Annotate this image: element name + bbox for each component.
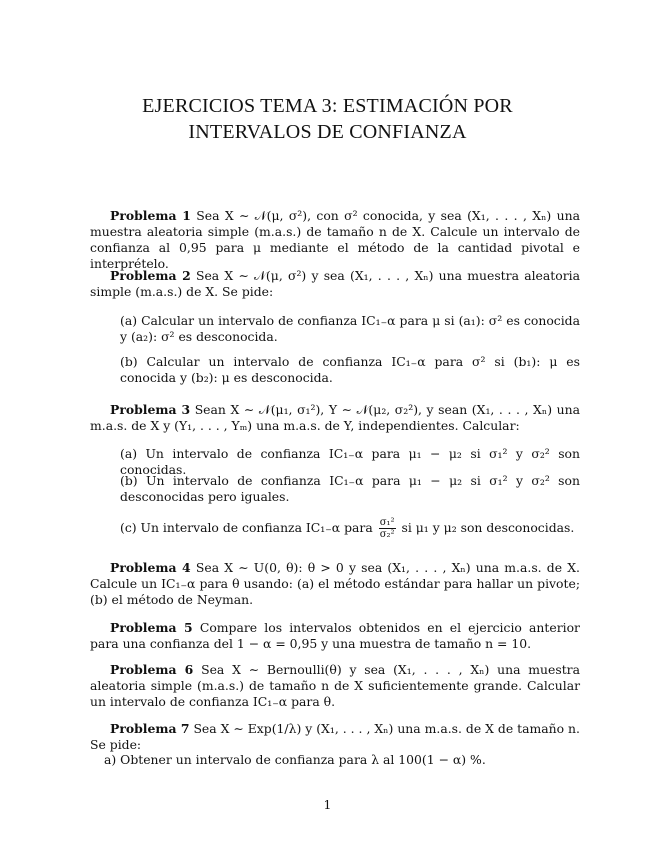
- problem-3-item-a: (a) Un intervalo de confianza IC₁₋α para μ₁ − μ₂ si σ₁² y σ₂² son conocidas.: [120, 446, 580, 477]
- problem-1-label: Problema 1: [110, 208, 191, 223]
- problem-3-item-c: [120, 511, 580, 545]
- problem-6: [90, 662, 580, 710]
- document-title: [0, 93, 655, 145]
- problem-2: [90, 268, 580, 300]
- variance-ratio-fraction: [379, 517, 396, 540]
- title-line-2: INTERVALOS DE CONFIANZA: [188, 121, 467, 143]
- problem-3-text: Sean X ∼ 𝒩(μ₁, σ₁²), Y ∼ 𝒩(μ₂, σ₂²), y sean (X₁, . . . , Xₙ) una m.a.s. de X y (Y₁, . . . , Yₘ) una m.a.s. de Y, independientes. Calcular:: [90, 402, 580, 433]
- problem-5-text: Compare los intervalos obtenidos en el ejercicio anterior para una confianza del 1 − α = 0,95 y una muestra de tamaño n = 10.: [90, 620, 580, 651]
- problem-7: [90, 721, 580, 753]
- problem-4: [90, 560, 580, 608]
- problem-7-label: Problema 7: [110, 721, 190, 736]
- title-line-1: EJERCICIOS TEMA 3: ESTIMACIÓN POR: [142, 95, 513, 117]
- problem-6-text: Sea X ∼ Bernoulli(θ) y sea (X₁, . . . , Xₙ) una muestra aleatoria simple (m.a.s.) de tamaño n de X suficientemente grande. Calcular un intervalo de confianza IC₁₋α para θ.: [90, 662, 580, 709]
- problem-3-item-b: (b) Un intervalo de confianza IC₁₋α para μ₁ − μ₂ si σ₁² y σ₂² son desconocidas pero iguales.: [120, 473, 580, 504]
- page-number: 1: [323, 797, 332, 812]
- problem-1-text: Sea X ∼ 𝒩(μ, σ²), con σ² conocida, y sea (X₁, . . . , Xₙ) una muestra aleatoria simple (m.a.s.) de tamaño n de X. Calcule un intervalo de confianza al 0,95 para μ mediante el método de la cantidad pivotal e interprételo.: [90, 208, 580, 271]
- problem-5-label: Problema 5: [110, 620, 193, 635]
- problem-2-label: Problema 2: [110, 268, 191, 283]
- problem-3: [90, 402, 580, 434]
- problem-3-item-c-post: si μ₁ y μ₂ son desconocidas.: [401, 520, 575, 535]
- problem-4-text: Sea X ∼ U(0, θ): θ > 0 y sea (X₁, . . . , Xₙ) una m.a.s. de X. Calcule un IC₁₋α para θ usando: (a) el método estándar para hallar un pivote; (b) el método de Neyman.: [90, 560, 580, 607]
- problem-1: [90, 208, 580, 272]
- problem-2-item-a: (a) Calcular un intervalo de confianza IC₁₋α para μ si (a₁): σ² es conocida y (a₂): σ² es desconocida.: [120, 313, 580, 344]
- fraction-numerator: σ₁²: [379, 517, 395, 528]
- problem-6-label: Problema 6: [110, 662, 194, 677]
- problem-3-item-c-pre: (c) Un intervalo de confianza IC₁₋α para: [120, 520, 373, 535]
- problem-7-text: Sea X ∼ Exp(1/λ) y (X₁, . . . , Xₙ) una m.a.s. de X de tamaño n. Se pide:: [90, 721, 580, 752]
- problem-5: [90, 620, 580, 652]
- problem-7-item-a: a) Obtener un intervalo de confianza para λ al 100(1 − α) %.: [104, 752, 486, 767]
- problem-4-label: Problema 4: [110, 560, 191, 575]
- problem-3-label: Problema 3: [110, 402, 191, 417]
- problem-2-item-b: (b) Calcular un intervalo de confianza IC₁₋α para σ² si (b₁): μ es conocida y (b₂): μ es desconocida.: [120, 354, 580, 385]
- fraction-denominator: σ₂²: [379, 529, 395, 540]
- problem-2-text: Sea X ∼ 𝒩(μ, σ²) y sea (X₁, . . . , Xₙ) una muestra aleatoria simple (m.a.s.) de X. Se pide:: [90, 268, 580, 299]
